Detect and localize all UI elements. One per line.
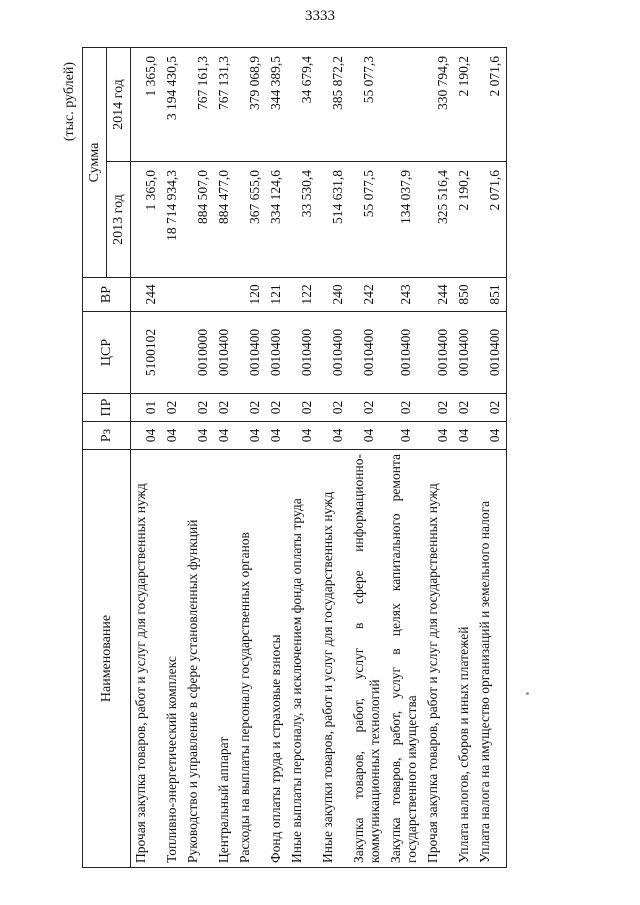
cell-vr: 121: [266, 278, 287, 312]
cell-name: Расходы на выплаты персоналу государственных органов: [235, 450, 266, 868]
cell-rz: 04: [162, 422, 183, 450]
cell-y2013: 367 655,0: [235, 162, 266, 278]
budget-sheet: [62, 48, 566, 868]
cell-y2014: 344 389,5: [266, 48, 287, 162]
cell-rz: 04: [183, 422, 214, 450]
header-csr: ЦСР: [83, 312, 131, 394]
cell-y2013: 334 124,6: [266, 162, 287, 278]
cell-vr: 240: [318, 278, 349, 312]
cell-y2014: 2 190,2: [454, 48, 475, 162]
table-row: [423, 48, 454, 868]
cell-csr: 0010400: [454, 312, 475, 394]
cell-pr: 02: [318, 394, 349, 422]
cell-csr: 0010400: [349, 312, 386, 394]
table-row: [287, 48, 318, 868]
cell-name: Фонд оплаты труда и страховые взносы: [266, 450, 287, 868]
cell-csr: 0010400: [287, 312, 318, 394]
cell-vr: 243: [386, 278, 423, 312]
cell-y2013: 884 477,0: [214, 162, 235, 278]
cell-vr: [162, 278, 183, 312]
cell-pr: 02: [183, 394, 214, 422]
cell-name: Закупка товаров, работ, услуг в сфере информационно-коммуникационных технологий: [349, 450, 386, 868]
cell-y2013: 884 507,0: [183, 162, 214, 278]
header-rz: Рз: [83, 422, 131, 450]
cell-rz: 04: [266, 422, 287, 450]
cell-y2014: 379 068,9: [235, 48, 266, 162]
table-row: [386, 48, 423, 868]
cell-y2014: 55 077,3: [349, 48, 386, 162]
cell-y2013: 1 365,0: [131, 162, 163, 278]
cell-rz: 04: [318, 422, 349, 450]
cell-vr: 244: [423, 278, 454, 312]
cell-y2014: 1 365,0: [131, 48, 163, 162]
cell-rz: 04: [235, 422, 266, 450]
cell-y2014: [386, 48, 423, 162]
header-sum: Сумма: [83, 48, 107, 278]
cell-y2014: 767 131,3: [214, 48, 235, 162]
cell-vr: 850: [454, 278, 475, 312]
cell-name: Закупка товаров, работ, услуг в целях капитального ремонта государственного имущества: [386, 450, 423, 868]
cell-vr: 120: [235, 278, 266, 312]
cell-pr: 01: [131, 394, 163, 422]
cell-pr: 02: [386, 394, 423, 422]
cell-vr: 244: [131, 278, 163, 312]
cell-y2013: 325 516,4: [423, 162, 454, 278]
cell-name: Центральный аппарат: [214, 450, 235, 868]
table-row: [454, 48, 475, 868]
cell-rz: 04: [475, 422, 507, 450]
cell-pr: 02: [475, 394, 507, 422]
cell-name: Уплата налогов, сборов и иных платежей: [454, 450, 475, 868]
cell-pr: 02: [454, 394, 475, 422]
cell-csr: 0010400: [386, 312, 423, 394]
cell-csr: 5100102: [131, 312, 163, 394]
budget-table: [82, 47, 507, 868]
cell-rz: 04: [131, 422, 163, 450]
table-row: [162, 48, 183, 868]
cell-name: Топливно-энергетический комплекс: [162, 450, 183, 868]
cell-y2013: 18 714 934,3: [162, 162, 183, 278]
cell-vr: [183, 278, 214, 312]
cell-y2014: 34 679,4: [287, 48, 318, 162]
cell-csr: 0010400: [235, 312, 266, 394]
cell-rz: 04: [349, 422, 386, 450]
table-row: [475, 48, 507, 868]
header-2013: 2013 год: [107, 162, 131, 278]
cell-y2014: 330 794,9: [423, 48, 454, 162]
cell-y2013: 514 631,8: [318, 162, 349, 278]
cell-csr: 0010000: [183, 312, 214, 394]
cell-pr: 02: [287, 394, 318, 422]
cell-name: Уплата налога на имущество организаций и земельного налога: [475, 450, 507, 868]
cell-y2013: 2 190,2: [454, 162, 475, 278]
cell-pr: 02: [162, 394, 183, 422]
table-row: [318, 48, 349, 868]
units-note: (тыс. рублей): [62, 62, 77, 142]
cell-vr: 851: [475, 278, 507, 312]
table-row: [131, 48, 163, 868]
cell-csr: 0010400: [266, 312, 287, 394]
cell-y2013: 55 077,5: [349, 162, 386, 278]
scan-speck: [526, 692, 529, 695]
cell-csr: 0010400: [214, 312, 235, 394]
cell-csr: 0010400: [318, 312, 349, 394]
cell-y2014: 3 194 430,5: [162, 48, 183, 162]
table-row: [349, 48, 386, 868]
cell-pr: 02: [266, 394, 287, 422]
budget-rows: [131, 48, 507, 868]
cell-y2013: 33 530,4: [287, 162, 318, 278]
cell-name: Иные выплаты персоналу, за исключением фонда оплаты труда: [287, 450, 318, 868]
cell-csr: 0010400: [475, 312, 507, 394]
cell-y2013: 2 071,6: [475, 162, 507, 278]
header-name: Наименование: [83, 450, 131, 868]
cell-vr: 122: [287, 278, 318, 312]
table-row: [266, 48, 287, 868]
cell-pr: 02: [349, 394, 386, 422]
table-row: [214, 48, 235, 868]
table-row: [235, 48, 266, 868]
page-number: 3333: [305, 8, 335, 24]
cell-name: Руководство и управление в сфере установленных функций: [183, 450, 214, 868]
cell-csr: 0010400: [423, 312, 454, 394]
cell-rz: 04: [287, 422, 318, 450]
cell-vr: 242: [349, 278, 386, 312]
cell-rz: 04: [454, 422, 475, 450]
cell-rz: 04: [386, 422, 423, 450]
header-vr: ВР: [83, 278, 131, 312]
table-row: [183, 48, 214, 868]
cell-rz: 04: [214, 422, 235, 450]
cell-y2014: 767 161,3: [183, 48, 214, 162]
cell-name: Прочая закупка товаров, работ и услуг для государственных нужд: [423, 450, 454, 868]
cell-name: Иные закупки товаров, работ и услуг для государственных нужд: [318, 450, 349, 868]
header-2014: 2014 год: [107, 48, 131, 162]
cell-vr: [214, 278, 235, 312]
cell-y2014: 2 071,6: [475, 48, 507, 162]
cell-rz: 04: [423, 422, 454, 450]
cell-y2013: 134 037,9: [386, 162, 423, 278]
cell-y2014: 385 872,2: [318, 48, 349, 162]
header-pr: ПР: [83, 394, 131, 422]
cell-pr: 02: [214, 394, 235, 422]
cell-csr: [162, 312, 183, 394]
cell-name: Прочая закупка товаров, работ и услуг для государственных нужд: [131, 450, 163, 868]
cell-pr: 02: [235, 394, 266, 422]
cell-pr: 02: [423, 394, 454, 422]
